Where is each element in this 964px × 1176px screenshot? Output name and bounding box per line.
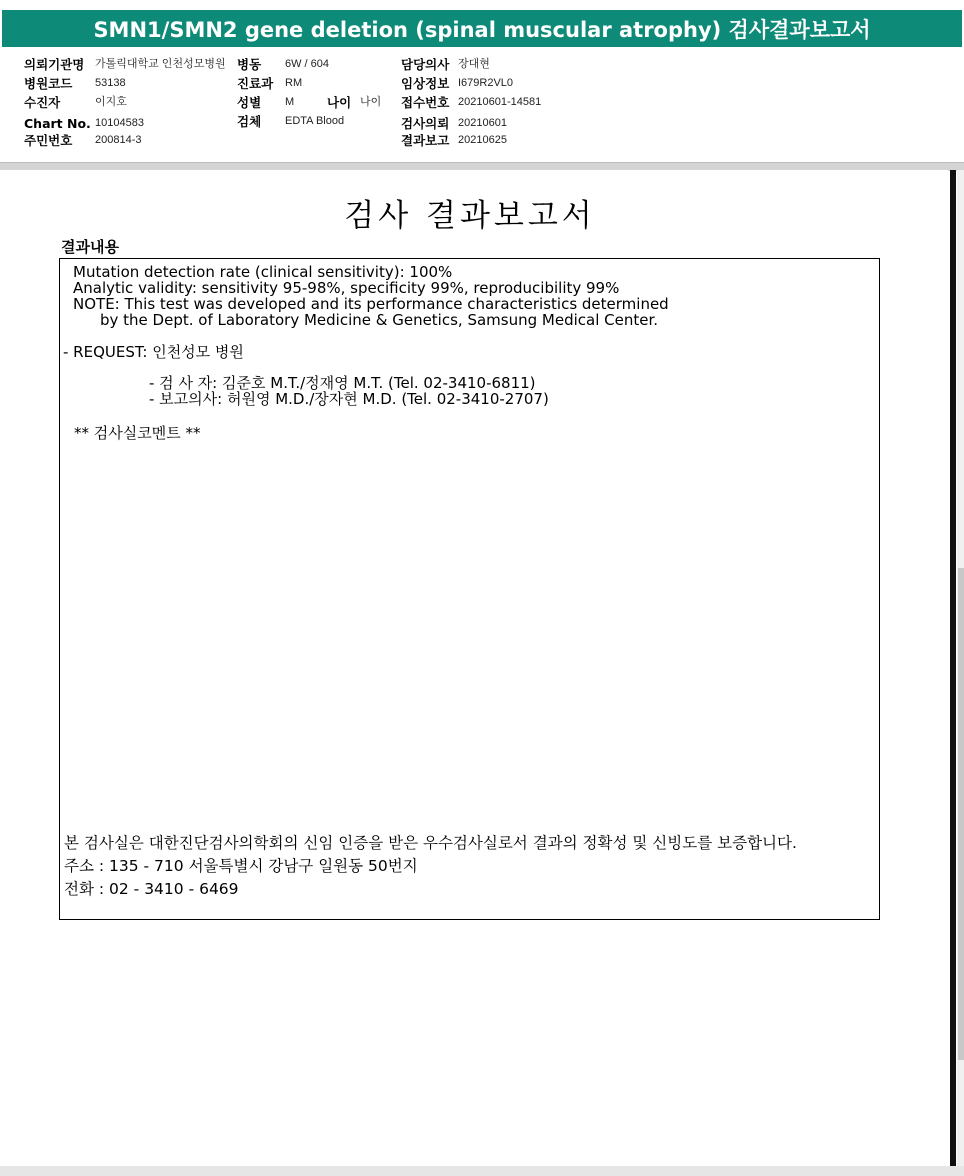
label-hospital-code: 병원코드 (24, 76, 73, 91)
label-ward: 병동 (237, 57, 262, 72)
result-line-analytic-validity: Analytic validity: sensitivity 95-98%, specificity 99%, reproducibility 99% (73, 279, 620, 297)
label-requesting-institution: 의뢰기관명 (24, 57, 85, 72)
footer-phone: 전화 : 02 - 3410 - 6469 (64, 880, 239, 898)
value-receipt-number: 20210601-14581 (458, 96, 542, 108)
value-resident-number: 200814-3 (95, 134, 142, 146)
label-sex: 성별 (237, 95, 262, 110)
label-age: 나이 (327, 95, 352, 110)
label-chart-no: Chart No. (24, 116, 91, 131)
result-line-request: - REQUEST: 인천성모 병원 (63, 343, 244, 361)
result-line-note-cont: by the Dept. of Laboratory Medicine & Genetics, Samsung Medical Center. (100, 311, 659, 329)
scrollbar-thumb[interactable] (958, 568, 964, 1060)
label-department: 진료과 (237, 76, 274, 91)
label-patient-name: 수진자 (24, 95, 61, 110)
page-edge-bar (950, 170, 956, 1166)
result-section-label: 결과내용 (61, 238, 119, 256)
footer-accreditation: 본 검사실은 대한진단검사의학회의 신임 인증을 받은 우수검사실로서 결과의 정확성 및 신빙도를 보증합니다. (64, 834, 797, 852)
result-line-lab-comment: ** 검사실코멘트 ** (74, 424, 201, 442)
label-specimen: 검체 (237, 114, 262, 129)
patient-info-panel (0, 50, 964, 162)
report-title: 검사 결과보고서 (344, 198, 596, 234)
report-header-title: SMN1/SMN2 gene deletion (spinal muscular atrophy) 검사결과보고서 (2, 10, 962, 47)
value-specimen: EDTA Blood (285, 115, 345, 127)
value-ward: 6W / 604 (285, 58, 330, 70)
value-patient-name: 이지호 (95, 96, 127, 108)
value-age: 나이 (360, 96, 382, 108)
value-requesting-institution: 가톨릭대학교 인천성모병원 (95, 58, 226, 70)
result-line-tester: - 검 사 자: 김준호 M.T./정재영 M.T. (Tel. 02-3410-6811) (149, 374, 536, 392)
result-line-detection-rate: Mutation detection rate (clinical sensitivity): 100% (73, 263, 453, 281)
value-attending-doctor: 장대현 (458, 58, 490, 70)
result-line-note: NOTE: This test was developed and its performance characteristics determined (73, 295, 669, 313)
label-receipt-number: 접수번호 (401, 95, 450, 110)
value-hospital-code: 53138 (95, 77, 126, 89)
value-chart-no: 10104583 (95, 117, 144, 129)
label-clinical-info: 임상정보 (401, 76, 450, 91)
label-attending-doctor: 담당의사 (401, 57, 450, 72)
footer-address: 주소 : 135 - 710 서울특별시 강남구 일원동 50번지 (64, 857, 418, 875)
title-bar (0, 0, 964, 50)
value-sex: M (285, 96, 295, 108)
label-resident-number: 주민번호 (24, 133, 73, 148)
value-clinical-info: I679R2VL0 (458, 77, 514, 89)
label-result-report-date: 결과보고 (401, 133, 450, 148)
value-test-request-date: 20210601 (458, 117, 507, 129)
label-test-request-date: 검사의뢰 (401, 116, 450, 131)
bottom-strip (0, 1166, 964, 1176)
result-line-reporting-doctor: - 보고의사: 허원영 M.D./장자현 M.D. (Tel. 02-3410-2707) (149, 390, 549, 408)
value-result-report-date: 20210625 (458, 134, 507, 146)
value-department: RM (285, 77, 303, 89)
result-content-box (59, 258, 880, 920)
